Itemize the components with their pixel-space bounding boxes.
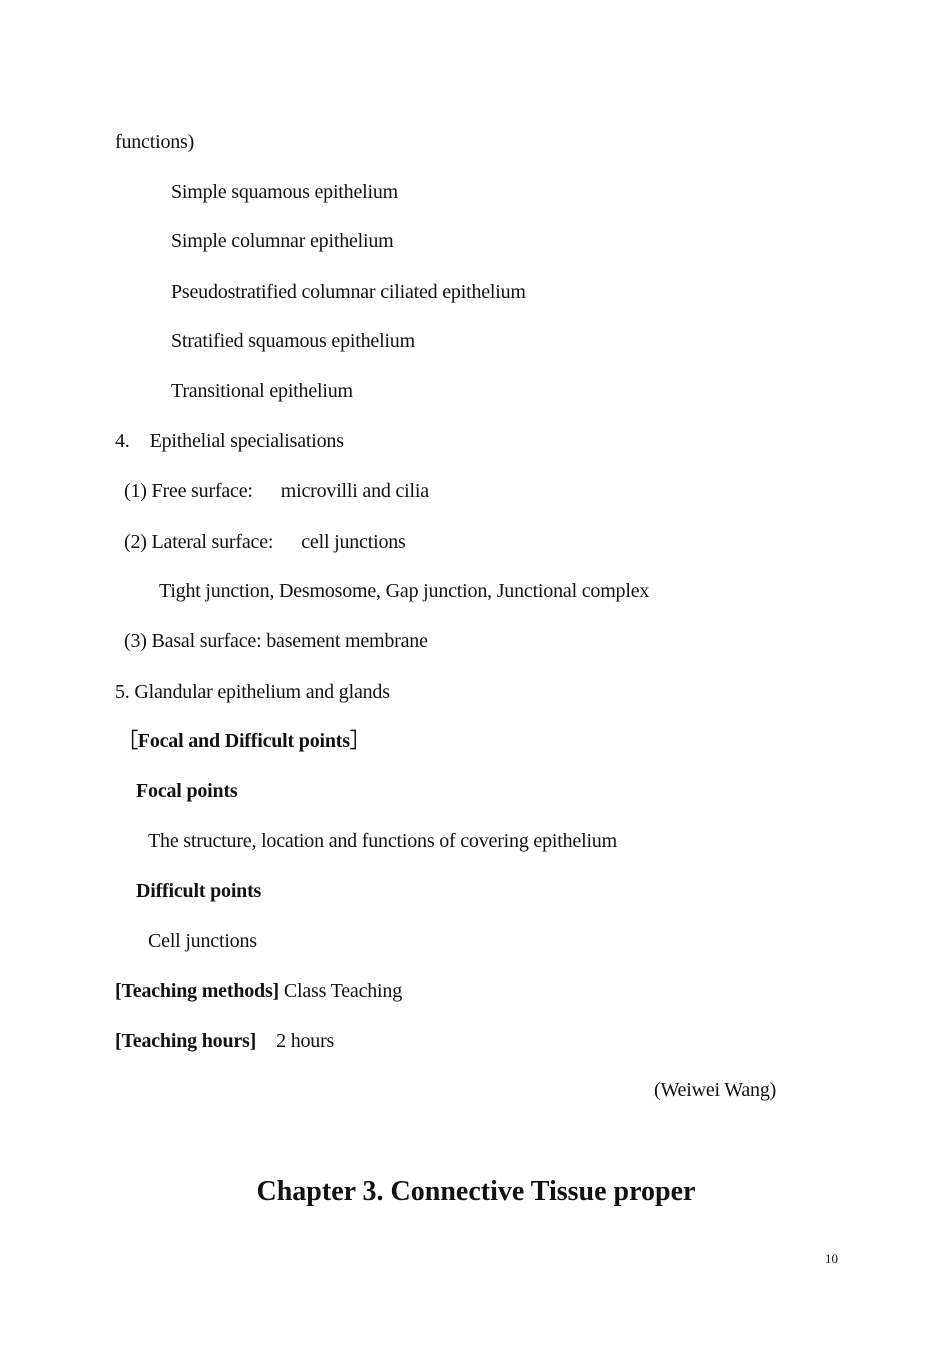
page-number: 10 bbox=[825, 1251, 838, 1266]
section-4-title: Epithelial specialisations bbox=[149, 430, 344, 452]
epithelium-type-3: Pseudostratified columnar ciliated epithelium bbox=[171, 281, 526, 303]
focal-points-text: The structure, location and functions of covering epithelium bbox=[148, 830, 617, 852]
epithelium-type-4: Stratified squamous epithelium bbox=[171, 330, 415, 352]
free-surface-value: microvilli and cilia bbox=[280, 480, 429, 502]
free-surface-label: (1) Free surface: bbox=[124, 480, 253, 502]
lateral-surface-line bbox=[124, 530, 406, 554]
lateral-surface-label: (2) Lateral surface: bbox=[124, 531, 274, 553]
junction-types: Tight junction, Desmosome, Gap junction, Junctional complex bbox=[159, 580, 650, 602]
teaching-methods-line bbox=[115, 979, 402, 1003]
teaching-methods-label: [Teaching methods] bbox=[115, 980, 280, 1002]
section-4-number: 4. bbox=[115, 430, 130, 452]
difficult-points-text: Cell junctions bbox=[148, 930, 257, 952]
chapter-title: Chapter 3. Connective Tissue proper bbox=[256, 1176, 696, 1207]
difficult-points-heading: Difficult points bbox=[136, 880, 262, 902]
epithelium-type-1: Simple squamous epithelium bbox=[171, 181, 399, 203]
teaching-hours-line bbox=[115, 1029, 334, 1053]
section-5-heading: 5. Glandular epithelium and glands bbox=[115, 681, 390, 703]
lateral-surface-value: cell junctions bbox=[301, 531, 406, 553]
author-credit: (Weiwei Wang) bbox=[654, 1079, 777, 1101]
teaching-methods-value: Class Teaching bbox=[283, 980, 403, 1002]
teaching-hours-value: 2 hours bbox=[276, 1030, 335, 1052]
free-surface-line bbox=[124, 479, 429, 503]
focal-difficult-heading: ［Focal and Difficult points］ bbox=[118, 730, 370, 752]
epithelium-type-2: Simple columnar epithelium bbox=[171, 230, 394, 252]
section-4-heading bbox=[115, 429, 344, 453]
teaching-hours-label: [Teaching hours] bbox=[115, 1030, 257, 1052]
epithelium-type-5: Transitional epithelium bbox=[171, 380, 353, 402]
basal-surface-line: (3) Basal surface: basement membrane bbox=[124, 630, 428, 652]
focal-points-heading: Focal points bbox=[136, 780, 238, 802]
continuation-text: functions) bbox=[115, 131, 195, 153]
